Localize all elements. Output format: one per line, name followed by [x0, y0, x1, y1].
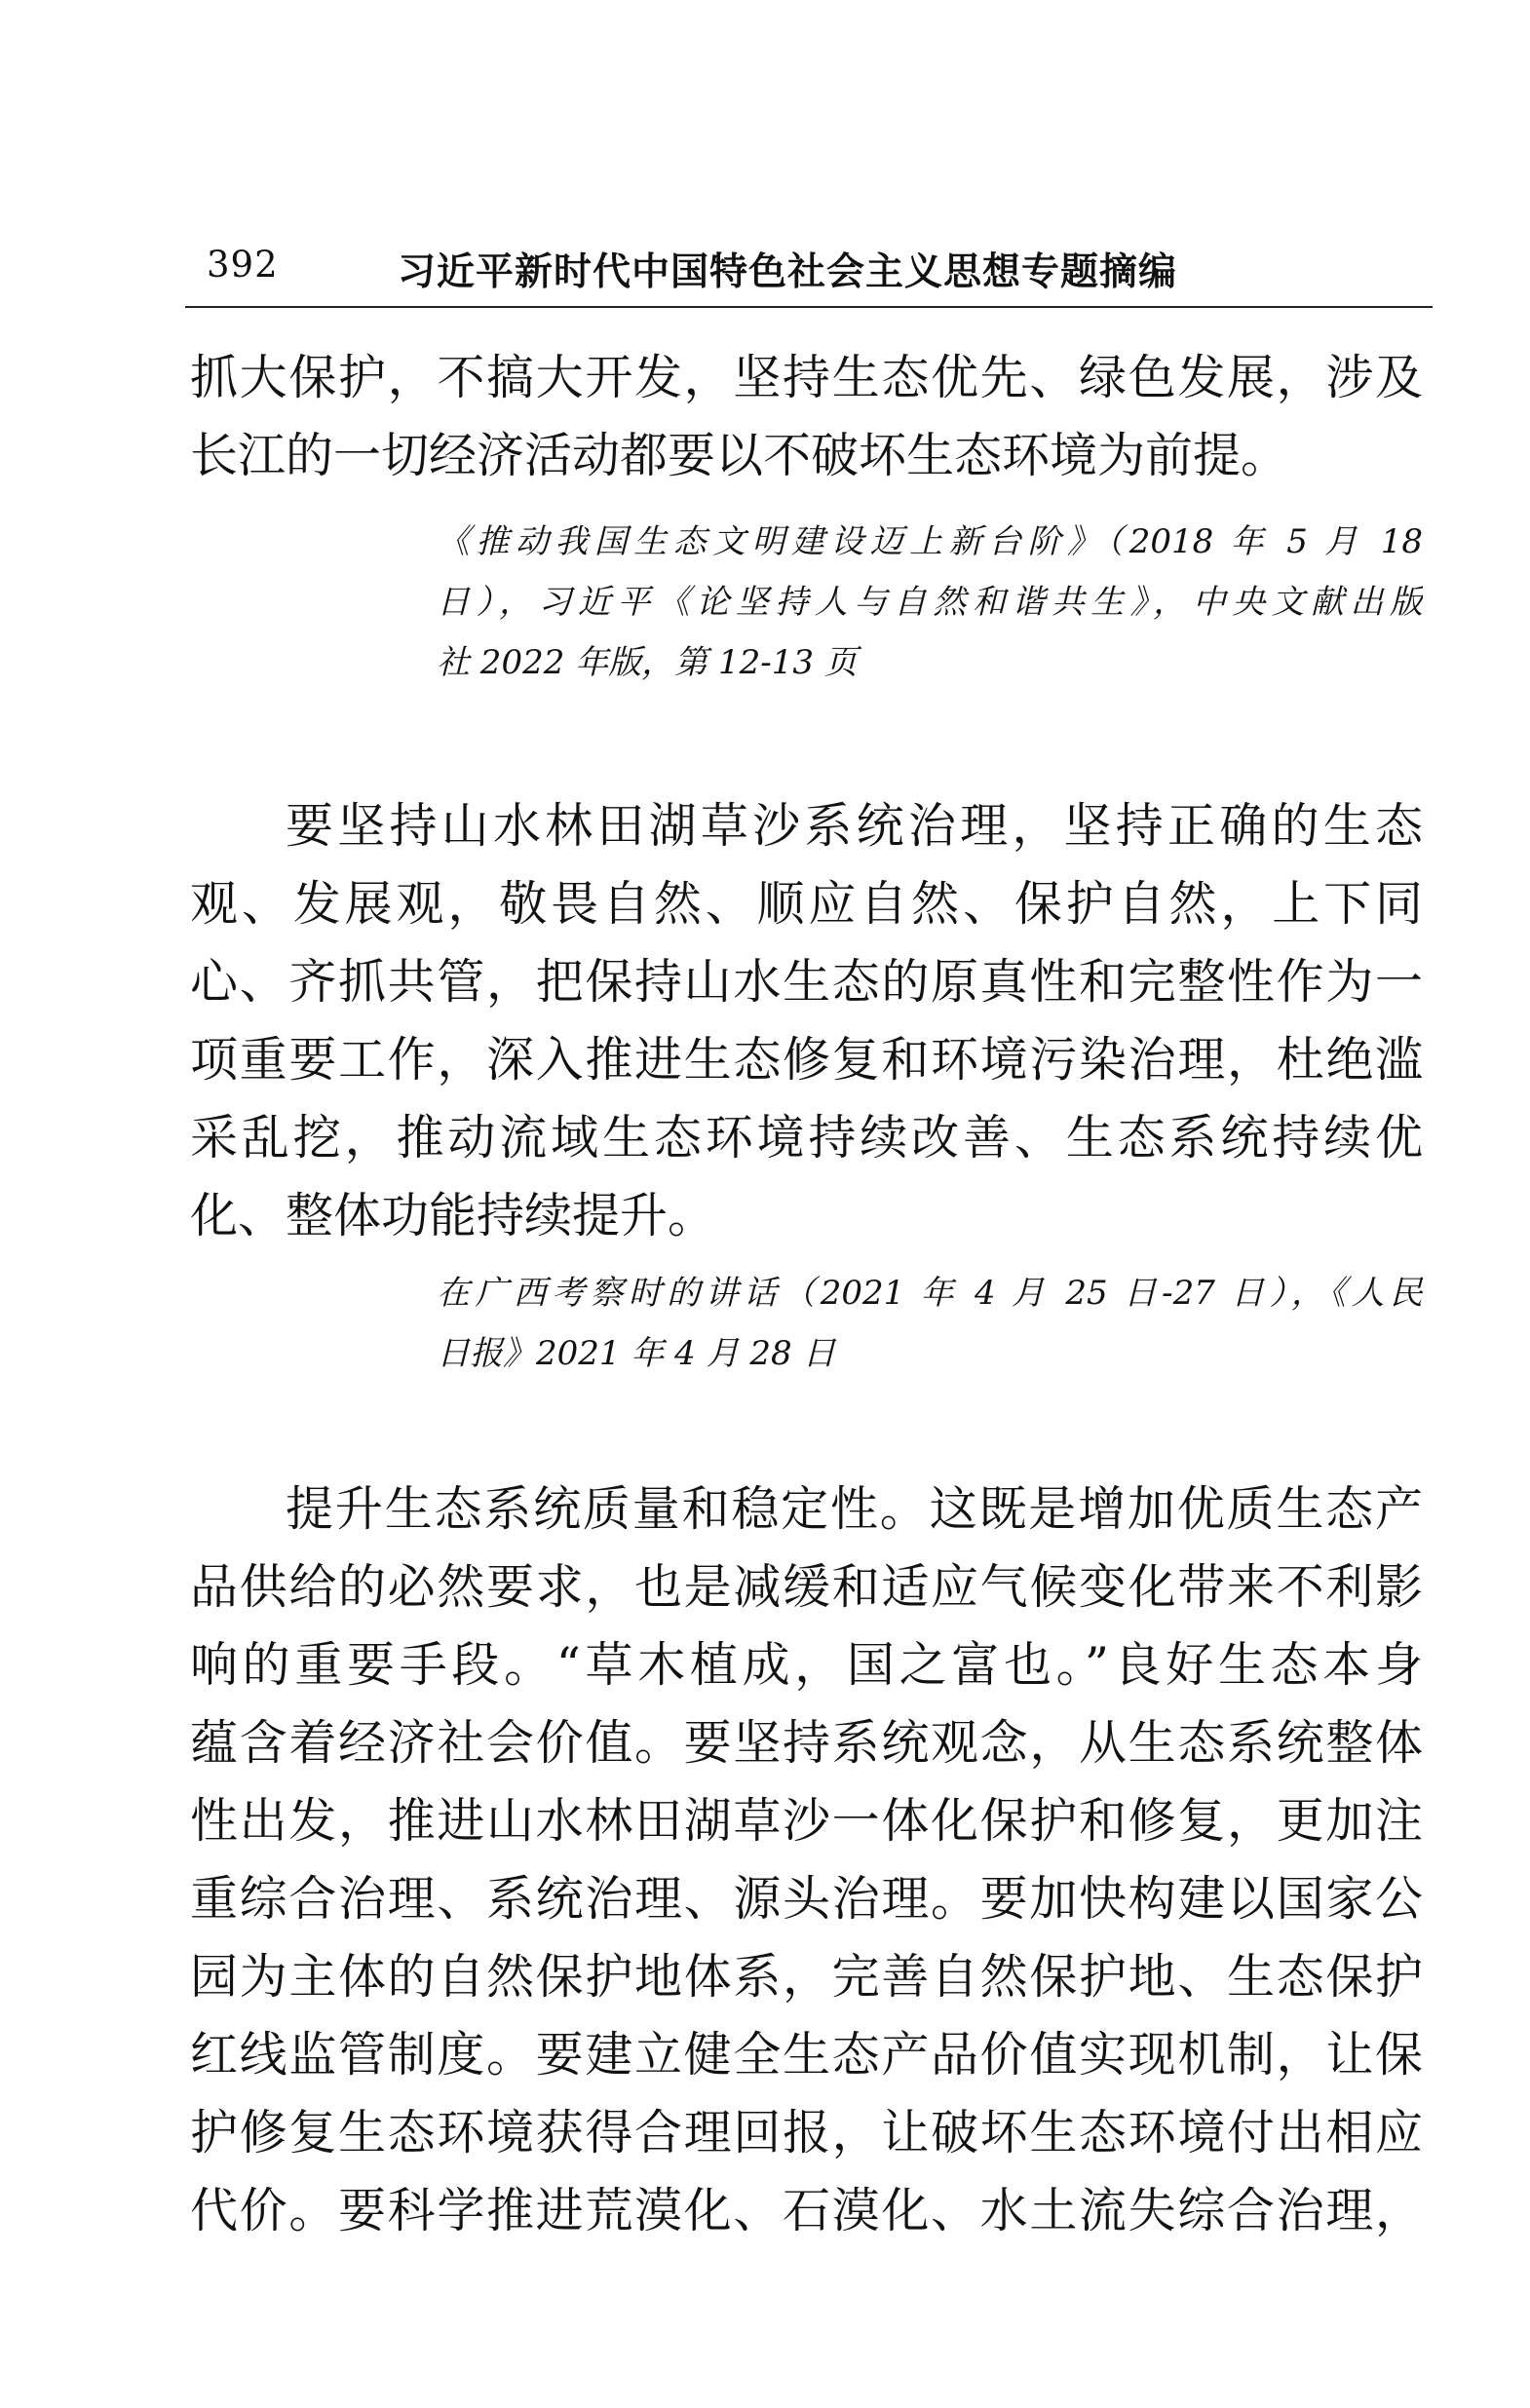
body-line: 心、齐抓共管，把保持山水生态的原真性和完整性作为一	[190, 954, 1423, 1010]
body-line: 重综合治理、系统治理、源头治理。要加快构建以国家公	[190, 1871, 1423, 1927]
body-line: 代价。要科学推进荒漠化、石漠化、水土流失综合治理，	[190, 2183, 1423, 2238]
body-line: 品供给的必然要求，也是减缓和适应气候变化带来不利影	[190, 1559, 1423, 1615]
body-line: 要坚持山水林田湖草沙系统治理，坚持正确的生态	[286, 798, 1423, 854]
body-line: 观、发展观，敬畏自然、顺应自然、保护自然，上下同	[190, 876, 1423, 932]
page-number: 392	[207, 244, 279, 286]
body-line: 提升生态系统质量和稳定性。这既是增加优质生态产	[286, 1481, 1423, 1537]
source-line: 在广西考察时的讲话（2021 年 4 月 25 日-27 日），《人民	[437, 1274, 1423, 1313]
excerpt-3-text	[190, 1471, 1423, 2250]
source-line: 日），习近平《论坚持人与自然和谐共生》，中央文献出版	[437, 583, 1423, 622]
running-head: 习近平新时代中国特色社会主义思想专题摘编	[398, 249, 1178, 294]
page-header	[185, 232, 1423, 306]
body-line: 化、整体功能持续提升。	[190, 1188, 716, 1243]
excerpt-2-text	[190, 787, 1423, 1255]
body-line: 护修复生态环境获得合理回报，让破坏生态环境付出相应	[190, 2105, 1423, 2160]
body-line: 性出发，推进山水林田湖草沙一体化保护和修复，更加注	[190, 1793, 1423, 1849]
source-line: 《推动我国生态文明建设迈上新台阶》（2018 年 5 月 18	[437, 522, 1423, 561]
source-line: 社 2022 年版，第 12-13 页	[437, 643, 858, 682]
source-line: 日报》2021 年 4 月 28 日	[437, 1334, 836, 1373]
excerpt-1-source	[437, 512, 1423, 693]
excerpt-2-source	[437, 1263, 1423, 1384]
body-line: 蕴含着经济社会价值。要坚持系统观念，从生态系统整体	[190, 1715, 1423, 1771]
header-rule	[185, 306, 1433, 308]
excerpt-1-text	[190, 339, 1423, 495]
body-line: 园为主体的自然保护地体系，完善自然保护地、生态保护	[190, 1949, 1423, 2005]
body-line: 长江的一切经济活动都要以不破坏生态环境为前提。	[190, 428, 1289, 483]
body-line: 红线监管制度。要建立健全生态产品价值实现机制，让保	[190, 2027, 1423, 2083]
body-line: 项重要工作，深入推进生态修复和环境污染治理，杜绝滥	[190, 1032, 1423, 1088]
body-line: 抓大保护，不搞大开发，坚持生态优先、绿色发展，涉及	[190, 350, 1423, 405]
body-line: 采乱挖，推动流域生态环境持续改善、生态系统持续优	[190, 1110, 1423, 1166]
body-line: 响的重要手段。“草木植成，国之富也。”良好生态本身	[190, 1637, 1423, 1693]
